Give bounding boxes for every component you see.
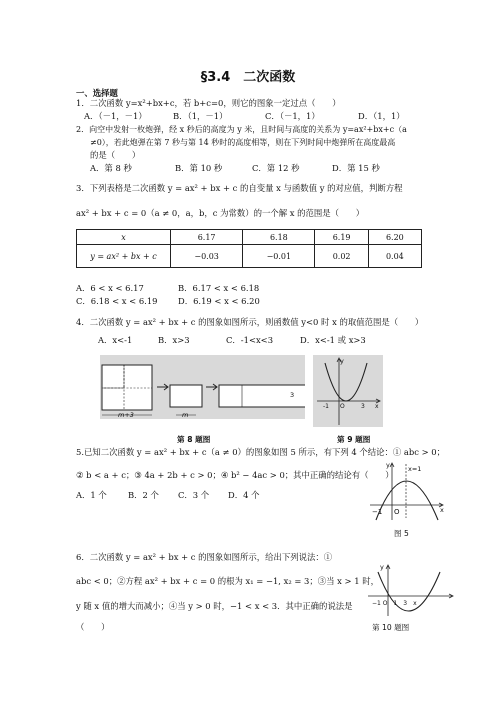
q4-option-b: B．x>3	[158, 335, 190, 345]
figure-5-caption: 图 5	[394, 529, 409, 538]
table-cell: y = ax² + bx + c	[77, 245, 171, 268]
table-cell: 6.17	[171, 230, 243, 245]
q3-line1: 3．下列表格是二次函数 y = ax² + bx + c 的自变量 x 与函数值 y 的对应值，判断方程	[76, 183, 403, 193]
q4-option-a: A．x<-1	[98, 335, 133, 345]
figure-9-graph	[313, 355, 383, 431]
q3-line2: ax² + bx + c = 0（a ≠ 0，a，b，c 为常数）的一个解 x 的范围是（ ）	[76, 208, 365, 218]
figure-10	[366, 562, 456, 618]
q6-line3: y 随 x 值的增大而减小；④当 y > 0 时，−1 < x < 3．其中正确的说法是	[76, 601, 353, 611]
section-heading: 一、选择题	[76, 88, 118, 98]
q1-option-a: A．（－1，－1）	[84, 111, 147, 121]
figure-8-drawing	[100, 355, 305, 431]
table-row	[77, 245, 422, 268]
q3-option-a: A．6 < x < 6.17	[76, 283, 144, 293]
fig10-axis-y: y	[380, 563, 384, 571]
table-row	[77, 230, 422, 245]
table-cell: 0.04	[368, 245, 421, 268]
label-3: 3	[290, 391, 295, 399]
fig9-tick: x	[375, 403, 379, 410]
fig5-axis-x: x	[440, 506, 444, 514]
fig5-axis-y: y	[386, 461, 390, 469]
q6-line4: （ ）	[76, 622, 110, 632]
q5-option-b: B．2 个	[128, 490, 159, 500]
q6-line2: abc < 0；②方程 ax² + bx + c = 0 的根为 x₁ = −1, x₂ = 3；③当 x > 1 时，	[76, 576, 379, 586]
q1-option-b: B．（1，－1）	[173, 111, 228, 121]
fig9-tick: -1	[323, 403, 329, 410]
table-cell: −0.03	[171, 245, 243, 268]
q3-option-d: D．6.19 < x < 6.20	[178, 296, 260, 306]
table-cell: 6.19	[315, 230, 368, 245]
fig10-ticks: −1 O 1 3 x	[372, 600, 417, 607]
fig5-label-minus1: −1	[372, 508, 383, 516]
fig5-label-origin: O	[394, 508, 400, 516]
figure-9-caption: 第 9 题图	[337, 435, 371, 444]
q5-line1: 5.已知二次函数 y = ax² + bx + c（a ≠ 0）的图象如图 5 所示，有下列 4 个结论：① abc > 0；	[76, 447, 445, 457]
table-cell: −0.01	[243, 245, 315, 268]
q2-option-b: B．第 10 秒	[175, 163, 223, 173]
table-cell: 0.02	[315, 245, 368, 268]
q4-stem: 4．二次函数 y = ax² + bx + c 的图象如图所示，则函数值 y<0 时 x 的取值范围是（ ）	[76, 317, 424, 327]
q5-option-c: C．3 个	[178, 490, 210, 500]
q2-option-d: D．第 15 秒	[332, 163, 380, 173]
fig9-tick: O	[340, 403, 345, 410]
q5-option-d: D．4 个	[228, 490, 260, 500]
table-cell: 6.20	[368, 230, 421, 245]
q1-option-d: D．（1，1）	[358, 111, 405, 121]
page-title: §3.4 二次函数	[200, 70, 296, 85]
q1-stem: 1．二次函数 y=x²+bx+c，若 b+c=0，则它的图象一定过点（ ）	[76, 98, 341, 108]
figure-5	[368, 460, 448, 522]
q5-option-a: A．1 个	[76, 490, 107, 500]
figure-9	[313, 355, 383, 431]
fig9-axis-y: y	[340, 357, 344, 365]
q6-line1: 6．二次函数 y = ax² + bx + c 的图象如图所示，给出下列说法：①	[76, 552, 333, 562]
q2-option-a: A．第 8 秒	[90, 163, 132, 173]
q1-option-c: C．（－1，1）	[265, 111, 320, 121]
q4-option-c: C．-1<x<3	[226, 335, 274, 345]
q4-option-d: D．x<-1 或 x>3	[300, 335, 366, 345]
figure-8	[100, 355, 305, 431]
q2-line1: 2．向空中发射一枚炮弹，经 x 秒后的高度为 y 米，且时间与高度的关系为 y=ax²+bx+c（a	[76, 125, 407, 134]
q2-option-c: C．第 12 秒	[252, 163, 300, 173]
q2-line3: 的是（ ）	[90, 150, 141, 160]
fig5-label-x1: x=1	[408, 465, 422, 473]
label-m-plus-3: m+3	[118, 411, 134, 419]
q2-line2: ≠0），若此炮弹在第 7 秒与第 14 秒时的高度相等，则在下列时间中炮弹所在高度最高	[90, 138, 396, 147]
q3-option-c: C．6.18 < x < 6.19	[76, 296, 158, 306]
table-cell: x	[77, 230, 171, 245]
q5-line2: ② b < a + c；③ 4a + 2b + c > 0；④ b² − 4ac > 0；其中正确的结论有（ ）	[76, 470, 394, 480]
table-cell: 6.18	[243, 230, 315, 245]
value-table	[76, 229, 422, 268]
figure-10-caption: 第 10 题图	[372, 623, 410, 632]
figure-8-caption: 第 8 题图	[177, 435, 211, 444]
q3-option-b: B．6.17 < x < 6.18	[178, 283, 260, 293]
fig9-tick: 3	[361, 403, 365, 410]
label-m: m	[182, 411, 189, 419]
